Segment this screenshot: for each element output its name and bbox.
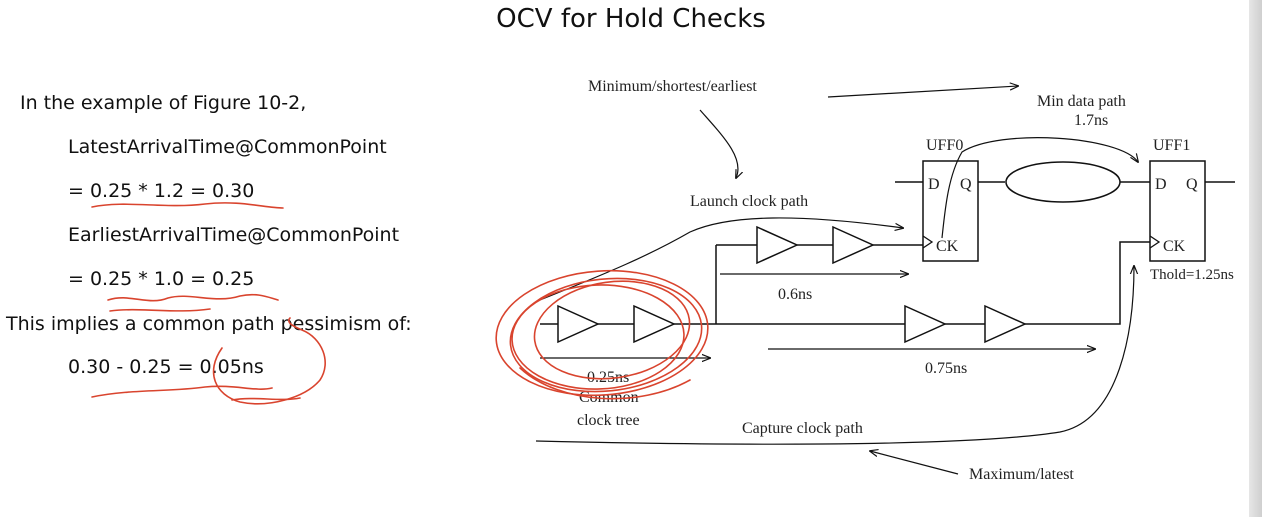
launch-clock-path-curve	[540, 218, 903, 300]
page-title: OCV for Hold Checks	[496, 4, 766, 34]
example-intro-line: In the example of Figure 10-2,	[20, 92, 307, 114]
pessimism-statement: This implies a common path pessimism of:	[6, 313, 412, 335]
window-edge-strip	[1249, 0, 1262, 517]
min-data-path-pointer	[828, 86, 1018, 97]
launch-buffer-1-icon	[757, 227, 797, 263]
uff0-d-pin: D	[928, 176, 940, 193]
min-data-path-label: Min data path	[1037, 93, 1126, 110]
pessimism-result: 0.30 - 0.25 = 0.05ns	[68, 356, 264, 378]
capture-delay-label: 0.75ns	[925, 360, 968, 377]
uff0-ck-pin: CK	[936, 238, 959, 255]
capture-clock-path-label: Capture clock path	[742, 420, 863, 437]
min-label: Minimum/shortest/earliest	[588, 78, 757, 95]
earliest-arrival-equation: = 0.25 * 1.0 = 0.25	[68, 268, 255, 290]
underline-result	[92, 386, 272, 397]
common-clock-tree-label-1: Common	[579, 389, 639, 406]
uff0-label: UFF0	[926, 137, 964, 154]
combinational-logic-ellipse	[1006, 162, 1120, 202]
common-clock-tree-label-2: clock tree	[577, 412, 640, 429]
uff1-q-pin: Q	[1186, 176, 1198, 193]
squiggle-earliest-lower	[110, 309, 210, 311]
common-buffer-2-icon	[634, 306, 674, 342]
min-pointer-arrow	[700, 110, 738, 178]
earliest-arrival-label: EarliestArrivalTime@CommonPoint	[68, 224, 400, 246]
thold-label: Thold=1.25ns	[1150, 267, 1234, 283]
capture-buffer-2-icon	[985, 306, 1025, 342]
launch-buffer-2-icon	[833, 227, 873, 263]
underline-latest-equation	[92, 203, 283, 208]
uff1-d-pin: D	[1155, 176, 1167, 193]
uff1-ck-pin: CK	[1163, 238, 1186, 255]
max-label: Maximum/latest	[969, 466, 1074, 483]
common-delay-label: 0.25ns	[587, 369, 630, 386]
latest-arrival-equation: = 0.25 * 1.2 = 0.30	[68, 180, 255, 202]
underline-earliest-equation	[108, 295, 278, 301]
max-pointer-arrow	[870, 451, 958, 474]
common-buffer-1-icon	[558, 306, 598, 342]
latest-arrival-label: LatestArrivalTime@CommonPoint	[68, 136, 387, 158]
capture-buffer-1-icon	[905, 306, 945, 342]
launch-clock-path-label: Launch clock path	[690, 193, 809, 210]
uff1-label: UFF1	[1153, 137, 1191, 154]
circle-result-value	[214, 318, 326, 404]
min-data-path-value: 1.7ns	[1074, 112, 1109, 129]
uff0-q-pin: Q	[960, 176, 972, 193]
launch-delay-label: 0.6ns	[778, 286, 813, 303]
